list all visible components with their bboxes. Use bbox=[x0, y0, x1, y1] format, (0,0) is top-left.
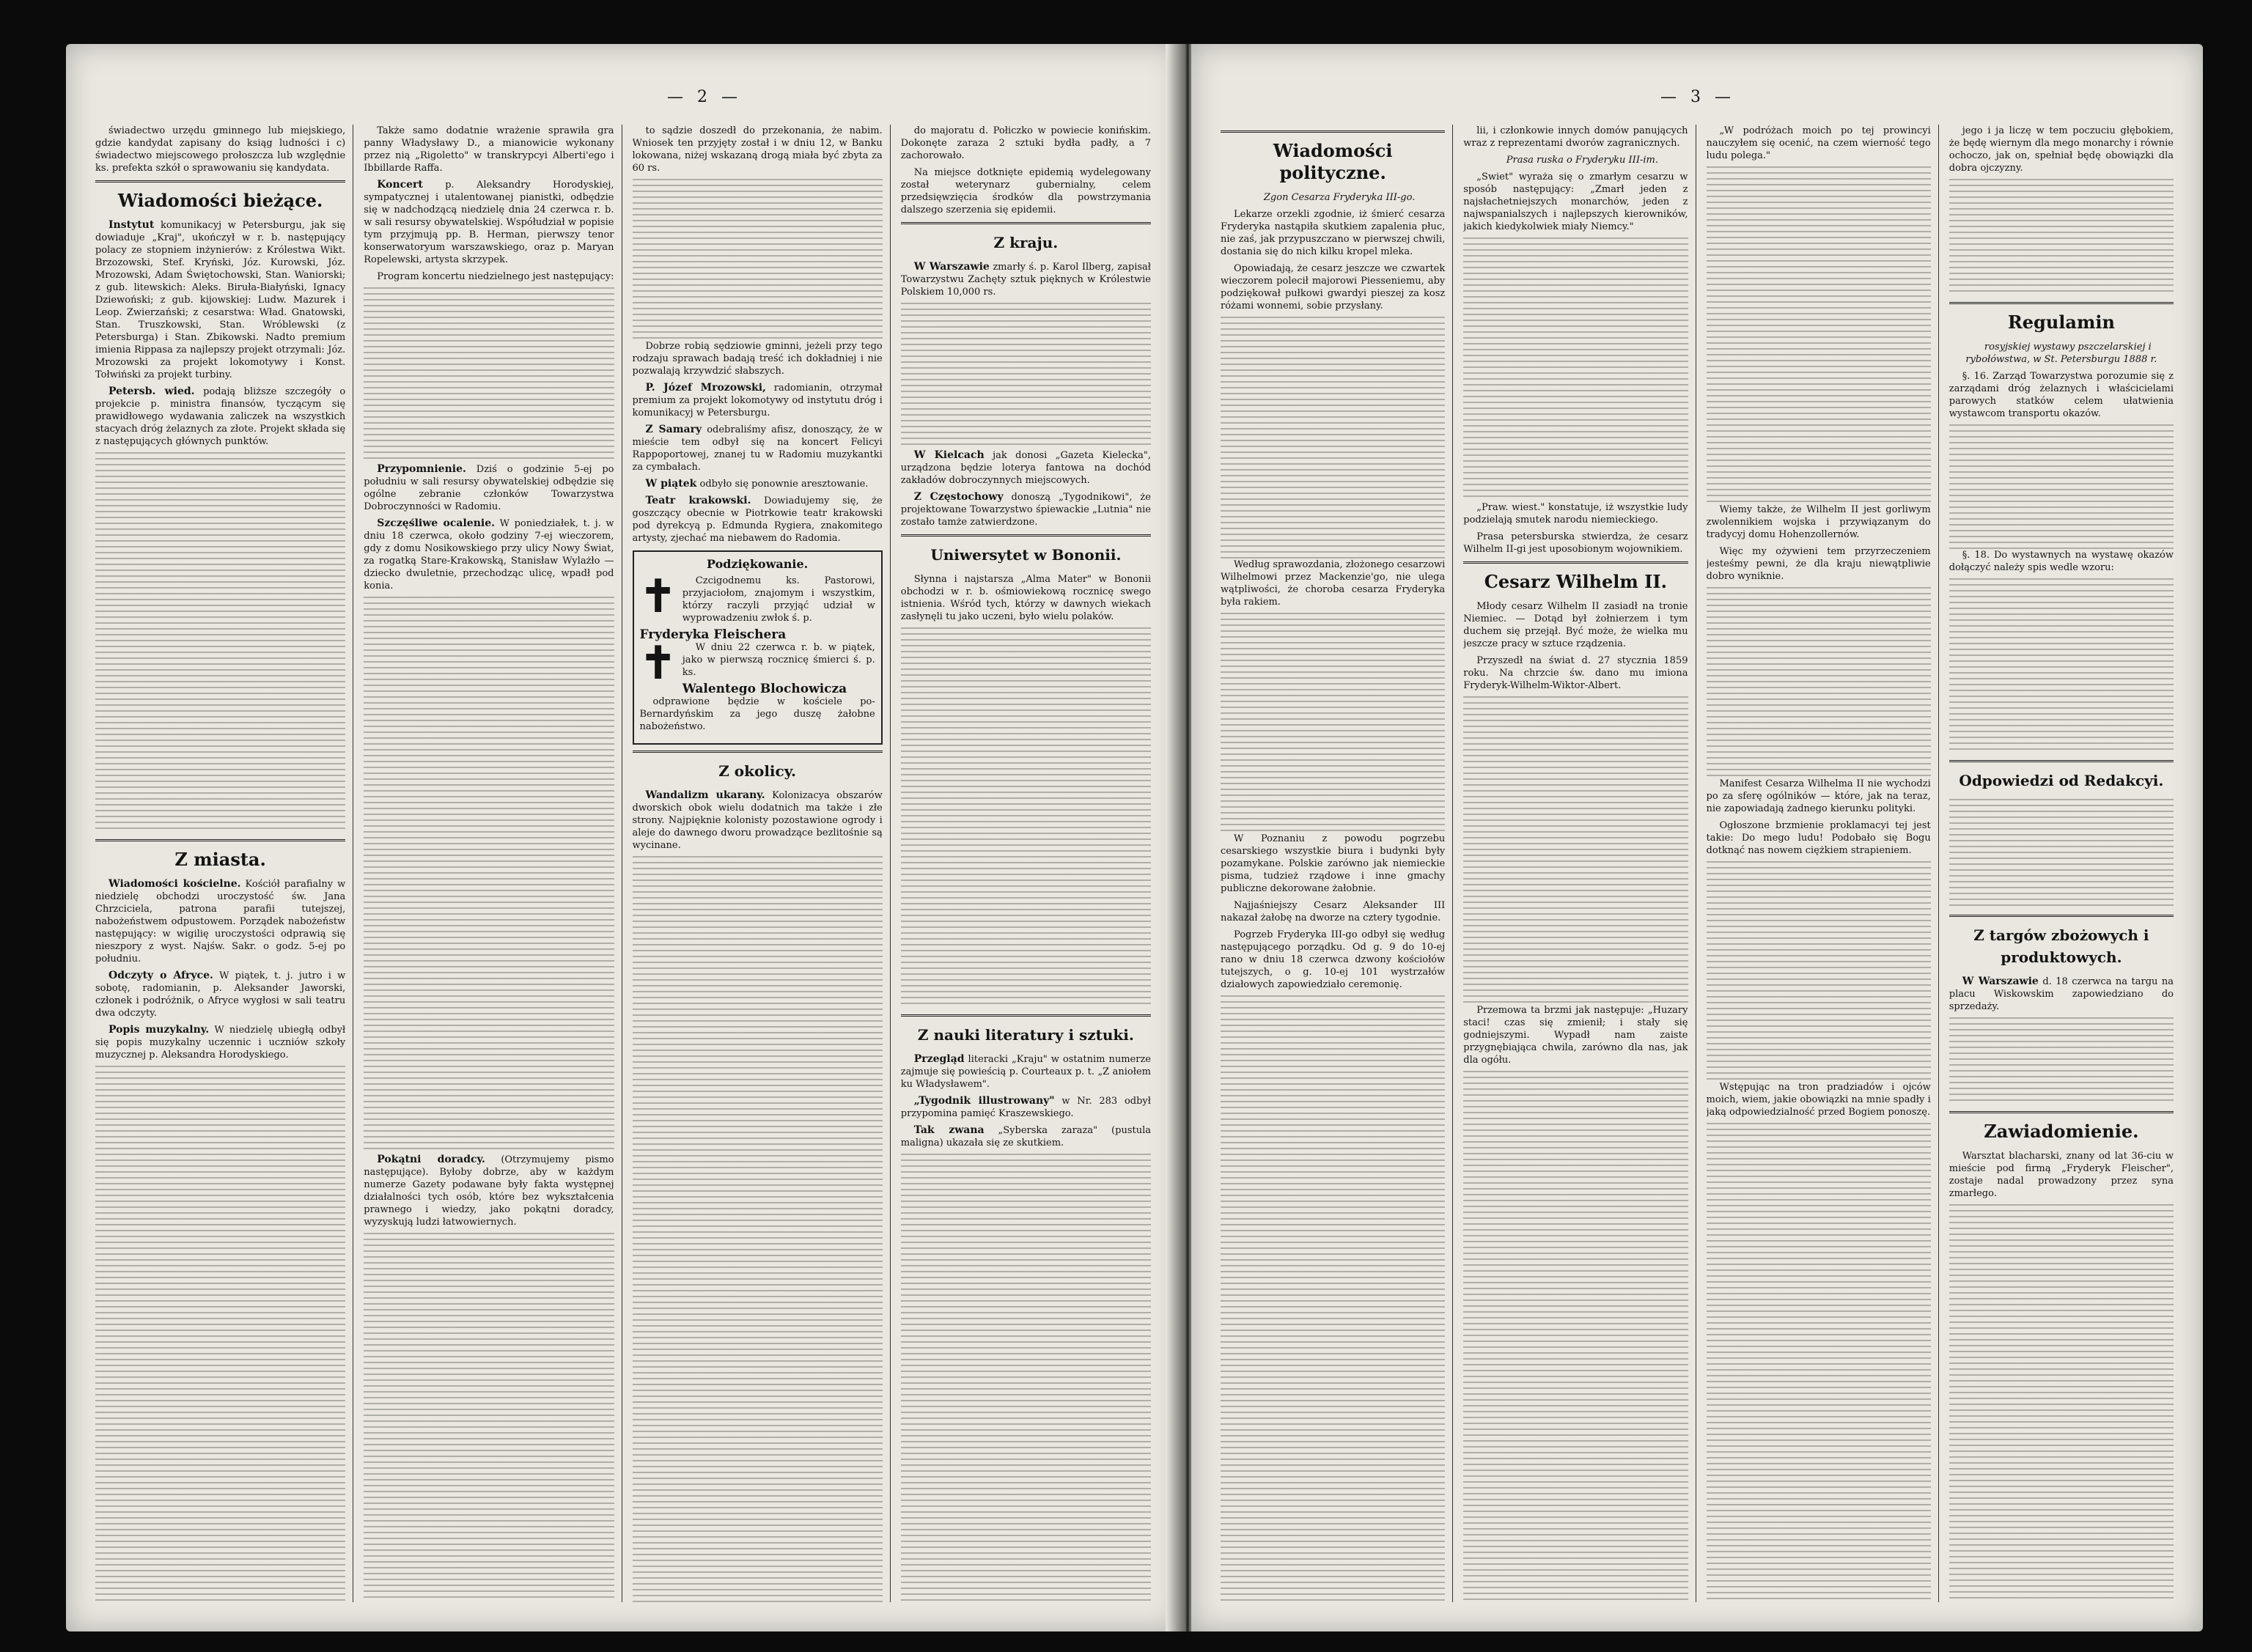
article-body: W poniedziałek, t. j. w dniu 18 czerwca, około godziny 7-ej wieczorem, gdy z domu Nosikowskiego przy ulicy Nowy Świat, za rogatką Stare-Krakowską, Stanisław Wylażło — dziecko dwuletnie, przechodząc ulicę, wpadł pod konia. bbox=[364, 518, 614, 591]
text-lines bbox=[1463, 237, 1688, 501]
article-text: Także samo dodatnie wrażenie sprawiła gra panny Władysławy D., a mianowicie wykonany przez nią „Rigoletto" w transkrypcyi Alberti'ego i Ibbillarde Raffa. bbox=[364, 125, 614, 174]
lead-word: Petersb. wied. bbox=[108, 386, 195, 397]
article-text bbox=[1949, 976, 2174, 1013]
section-heading: Z kraju. bbox=[901, 222, 1151, 254]
article-text bbox=[364, 1154, 614, 1228]
lead-word: Przypomnienie. bbox=[377, 463, 466, 475]
article-text bbox=[901, 1095, 1151, 1120]
lead-word: Teatr krakowski. bbox=[645, 495, 751, 506]
article-text: §. 18. Do wystawnych na wystawę okazów dołączyć należy spis wedle wzoru: bbox=[1949, 550, 2174, 573]
article-text bbox=[633, 495, 883, 545]
text-lines bbox=[901, 303, 1151, 449]
article-body: p. Aleksandry Horodyskiej, sympatycznej i utalentowanej pianistki, odbędzie się w nadchodzącą niedzielę dnia 24 czerwca r. b. w sali resursy obywatelskiej. Współudział w popisie tym przyjmują pp. B. Herman, pierwszy tenor konserwatoryum warszawskiego, oraz p. Maryan Ropelewski, artysta skrzypek. bbox=[364, 180, 614, 265]
section-heading: Zawiadomienie. bbox=[1949, 1111, 2174, 1143]
deceased-name: Fryderyka Fleischera bbox=[639, 627, 787, 642]
article-body: radomianin, otrzymał premium za projekt lokomotywy od instytutu dróg i komunikacyj w Petersburgu. bbox=[632, 383, 883, 418]
article-text: Przyszedł na świat d. 27 stycznia 1859 roku. Na chrzcie św. dano mu imiona Fryderyk-Wilhelm-Wiktor-Albert. bbox=[1463, 655, 1688, 691]
article-text: lii, i członkowie innych domów panujących wraz z reprezentami dworów zagranicznych. bbox=[1463, 125, 1688, 149]
lead-word: „Tygodnik illustrowany" bbox=[913, 1095, 1055, 1107]
article-text: do majoratu d. Połiczko w powiecie konińskim. Dokonęte zaraza 2 sztuki bydła padły, a 7 zachorowało. bbox=[900, 125, 1151, 161]
article-text bbox=[95, 219, 345, 381]
article-text: to sądzie doszedł do przekonania, że nabim. Wniosek ten przyjęty został i w dniu 12, w Banku lokowana, niżej wskazaną drogą miała być zbyta za 60 rs. bbox=[632, 125, 883, 174]
article-text bbox=[901, 1124, 1151, 1149]
text-lines bbox=[1221, 317, 1445, 558]
article-text bbox=[95, 1024, 345, 1061]
article-text bbox=[633, 424, 883, 473]
lead-word: Szczęśliwe ocalenie. bbox=[377, 517, 495, 529]
article-body: odbyło się ponownie aresztowanie. bbox=[699, 479, 869, 490]
article-body: zmarły ś. p. Karol Ilberg, zapisał Towarzystwu Zachęty sztuk pięknych w Królestwie Polskiem 10,000 rs. bbox=[900, 262, 1151, 298]
column-1 bbox=[95, 125, 353, 1602]
section-heading: Z targów zbożowych i produktowych. bbox=[1949, 915, 2174, 968]
article-text: Pogrzeb Fryderyka III-go odbył się według następującego porządku. Od g. 9 do 10-ej rano w dniu 18 czerwca dzwony kościołów tutejszych, o g. 10-ej 101 wystrzałów działowych zapowiedziało ceremonię. bbox=[1221, 929, 1446, 990]
article-body: Dowiadujemy się, że goszczący obecnie w Piotrkowie teatr krakowski pod dyrekcyą p. Edmunda Rygiera, znakomitego artysty, zjechać ma niebawem do Radomia. bbox=[632, 495, 883, 544]
lead-word: Z Samary bbox=[645, 424, 702, 435]
deceased-name: Walentego Blochowicza bbox=[682, 682, 847, 696]
columns bbox=[95, 125, 1158, 1602]
article-text: Przemowa ta brzmi jak następuje: „Huzary staci! czas się zmienił; i stały się godniejszymi. Wypadł nam zaiste przygnębiająca chwila, zarówno dla nas, jak dla ogółu. bbox=[1463, 1005, 1688, 1066]
text-lines bbox=[1949, 1204, 2174, 1602]
lead-word: Wandalizm ukarany. bbox=[645, 789, 765, 801]
article-text: Opowiadają, że cesarz jeszcze we czwartek wieczorem polecił majorowi Piesseniemu, aby podziękował pułkowi gwardyi pieszej za kosz różami wonnemi, sobie przysłany. bbox=[1221, 263, 1446, 311]
article-body: odebraliśmy afisz, donoszący, że w mieście tem odbył się na koncert Felicyi Rappoportowej, znanej tu w Radomiu muzykantki za cymbałach. bbox=[632, 424, 883, 473]
obituary-title: Podziękowanie. bbox=[707, 557, 809, 571]
lead-word: W Warszawie bbox=[913, 261, 990, 273]
cross-icon: ✝ bbox=[639, 638, 677, 689]
article-text bbox=[633, 382, 883, 419]
article-body: jak donosi „Gazeta Kielecka", urządzona będzie loterya fantowa na dochód zakładów dobroczynnych miejscowych. bbox=[900, 450, 1151, 486]
lead-word: Koncert bbox=[377, 179, 423, 191]
article-text bbox=[95, 970, 345, 1019]
right-page bbox=[1191, 44, 2203, 1631]
lead-word: W piątek bbox=[645, 478, 697, 490]
lead-word: Tak zwana bbox=[913, 1124, 985, 1136]
article-text: Słynna i najstarsza „Alma Mater" w Bononii obchodzi w r. b. ośmiowiekową rocznicę swego istnienia. Wśród tych, którzy w dawnych wiekach zasłynęli tu jako uczeni, było wielu polaków. bbox=[900, 574, 1151, 622]
article-subhead: rosyjskiej wystawy pszczelarskiej i rybołówstwa, w St. Petersburgu 1888 r. bbox=[1965, 342, 2157, 365]
article-text: „Swiet" wyraża się o zmarłym cesarzu w sposób następujący: „Zmarł jeden z najsłachetniejszych monarchów, jeden z najwspanialszych i najlepszych kierowników, jakich kiedykolwiek miały Niemcy." bbox=[1463, 172, 1688, 232]
article-text bbox=[633, 789, 883, 852]
text-lines bbox=[1949, 578, 2174, 754]
column-4 bbox=[1949, 125, 2181, 1602]
article-text bbox=[95, 878, 345, 965]
article-text: „W podróżach moich po tej prowincyi nauczyłem się ocenić, na czem wierność tego ludu polega." bbox=[1706, 125, 1931, 161]
article-text: Lekarze orzekli zgodnie, iż śmierć cesarza Fryderyka nastąpiła skutkiem zapalenia płuc, nie zaś, jak przypuszczano w pierwszej chwili, dostania się do nich kilku kropel mleka. bbox=[1221, 209, 1446, 257]
article-body: d. 18 czerwca na targu na placu Wiskowskim zapowiedziano do sprzedaży. bbox=[1949, 976, 2174, 1012]
article-text: Wstępując na tron pradziadów i ojców moich, wiem, jakie obowiązki na mnie spadły i jaką odpowiedzialność przed Bogiem ponoszę. bbox=[1706, 1082, 1931, 1118]
text-lines bbox=[1221, 613, 1445, 833]
cross-icon: ✝ bbox=[639, 571, 677, 622]
column-1 bbox=[1221, 125, 1453, 1602]
section-heading: Wiadomości polityczne. bbox=[1221, 130, 1445, 184]
article-text: Warsztat blacharski, znany od lat 36-ciu w mieście pod firmą „Fryderyk Fleischer", zostaje nadal prowadzony przez syna zmarłego. bbox=[1949, 1151, 2174, 1199]
article-body: Kościół parafialny w niedzielę obchodzi uroczystość św. Jana Chrzciciela, patrona parafii tutejszej, nabożeństwem odpustowem. Porządek nabożeństw następujący: w wigilię uroczystości odprawią się nieszpory z wyst. Najśw. Sakr. o godz. 5-ej po południu. bbox=[95, 879, 346, 965]
column-3 bbox=[1707, 125, 1939, 1602]
article-body: (Otrzymujemy pismo następujące). Byłoby dobrze, aby w każdym numerze Gazety podawane były fakta występnej działalności tych osób, które bez wykształcenia prawnego i wiedzy, jako pokątni doradcy, wyzyskują ludzi łatwowiernych. bbox=[364, 1154, 614, 1228]
lead-word: Z Częstochowy bbox=[913, 491, 1004, 503]
text-lines bbox=[364, 287, 614, 463]
article-text: Manifest Cesarza Wilhelma II nie wychodzi po za sferę ogólników — które, jak na teraz, nie zapowiadają żadnego kierunku polityki. bbox=[1706, 778, 1931, 814]
obituary-text: W dniu 22 czerwca r. b. w piątek, jako w pierwszą rocznicę śmierci ś. p. ks. bbox=[682, 642, 875, 678]
article-body: podają bliższe szczegóły o projekcie p. ministra finansów, tyczącym się prawidłowego wydawania zaliczek na wszystkich stacyach dróg żelaznych za złote. Projekt składa się z następujących głównych punktów. bbox=[95, 386, 346, 447]
article-text bbox=[901, 449, 1151, 487]
lead-word: Instytut bbox=[108, 219, 155, 231]
lead-word: Wiadomości kościelne. bbox=[108, 878, 241, 890]
article-text: W Poznaniu z powodu pogrzebu cesarskiego wszystkie biura i budynki były pozamykane. Polskie zarówno jak niemieckie pisma, tudzież rządowe i inne gmachy publiczne dekorowane żałobnie. bbox=[1221, 833, 1446, 894]
lead-word: Popis muzykalny. bbox=[108, 1024, 210, 1036]
text-lines bbox=[1949, 179, 2174, 296]
article-text: Program koncertu niedzielnego jest następujący: bbox=[377, 271, 614, 282]
lead-word: W Kielcach bbox=[913, 449, 985, 461]
page-number: — 3 — bbox=[1660, 88, 1735, 106]
text-lines bbox=[1949, 799, 2174, 909]
section-heading: Cesarz Wilhelm II. bbox=[1463, 561, 1688, 593]
article-text bbox=[633, 478, 883, 490]
section-heading: Wiadomości bieżące. bbox=[95, 180, 345, 212]
article-text: Dobrze robią sędziowie gminni, jeżeli przy tego rodzaju sprawach badają treść ich dokładniej i nie pozwalają krzywdzić słabszych. bbox=[632, 341, 883, 377]
text-lines bbox=[1707, 166, 1931, 504]
section-heading: Odpowiedzi od Redakcyi. bbox=[1949, 760, 2174, 792]
article-text: „Praw. wiest." konstatuje, iż wszystkie ludy podzielają smutek narodu niemieckiego. bbox=[1463, 502, 1688, 526]
lead-word: W Warszawie bbox=[1962, 976, 2039, 987]
article-text bbox=[364, 517, 614, 592]
lead-word: P. Józef Mrozowski, bbox=[645, 382, 766, 394]
text-lines bbox=[1221, 995, 1445, 1602]
article-body: W niedzielę ubiegłą odbył się popis muzykalny uczennic i uczniów szkoły muzycznej p. Aleksandra Horodyskiego. bbox=[95, 1025, 346, 1061]
obituary-text: Czcigodnemu ks. Pastorowi, przyjaciołom, znajomym i wszystkim, którzy raczyli przyjąć udział w wyprowadzeniu zwłok ś. p. bbox=[682, 575, 875, 624]
text-lines bbox=[901, 1154, 1151, 1602]
text-lines bbox=[1463, 696, 1688, 1004]
article-body: w Nr. 283 odbył przypomina pamięć Kraszewskiego. bbox=[900, 1096, 1151, 1119]
text-lines bbox=[95, 1066, 345, 1602]
lead-word: Przegląd bbox=[913, 1053, 965, 1065]
column-2 bbox=[364, 125, 622, 1602]
section-heading: Regulamin bbox=[1949, 302, 2174, 333]
article-text: §. 16. Zarząd Towarzystwa porozumie się z zarządami dróg żelaznych i właścicielami parowych statków celem ułatwienia wystawcom transportu okazów. bbox=[1949, 371, 2174, 419]
article-text: Najjaśniejszy Cesarz Aleksander III nakazał żałobę na dworze na cztery tygodnie. bbox=[1221, 900, 1446, 923]
column-4 bbox=[901, 125, 1158, 1602]
article-text: Prasa petersburska stwierdza, że cesarz Wilhelm II-gi jest uposobionym wojownikiem. bbox=[1463, 531, 1688, 555]
column-2 bbox=[1463, 125, 1696, 1602]
text-lines bbox=[901, 627, 1151, 1008]
text-lines bbox=[95, 452, 345, 833]
text-lines bbox=[1707, 587, 1931, 778]
article-text: Młody cesarz Wilhelm II zasiadł na tronie Niemiec. — Dotąd był żołnierzem i tym duchem się przejął. Być może, że wielka mu jeszcze pracy w sztuce rządzenia. bbox=[1463, 601, 1688, 649]
article-body: Dziś o godzinie 5-ej po południu w sali resursy obywatelskiej odbędzie się ogólne zebranie członków Towarzystwa Dobroczynności w Radomiu. bbox=[364, 464, 614, 512]
article-text bbox=[901, 261, 1151, 298]
left-page bbox=[66, 44, 1180, 1631]
article-body: Kolonizacya obszarów dworskich obok wielu dodatnich ma także i złe strony. Najpięknie kolonisty pozostawione ogrody i aleje do dawnego dworu prowadzące bezlitośnie są wycinane. bbox=[632, 790, 883, 851]
article-text: jego i ja liczę w tem poczuciu głębokiem, że będę wiernym dla mego monarchy i równie ochoczo, jak on, spełniał będę obowiązki dla dobra ojczyzny. bbox=[1949, 125, 2174, 174]
text-lines bbox=[1949, 1017, 2174, 1105]
article-text: świadectwo urzędu gminnego lub miejskiego, gdzie kandydat zapisany do ksiąg ludności i c) świadectwo miejscowego prołoszcza lub względnie ks. prefekta szkół o sprawowaniu się kandydata. bbox=[95, 125, 346, 174]
article-text: Wiemy także, że Wilhelm II jest gorliwym zwolennikiem wojska i przywiązanym do tradycyj domu Hohenzollernów. bbox=[1706, 504, 1931, 540]
text-lines bbox=[1463, 1071, 1688, 1602]
article-subhead: Prasa ruska o Fryderyku III-im. bbox=[1506, 155, 1658, 166]
article-body: donoszą „Tygodnikowi", że projektowane Towarzystwo śpiewackie „Lutnia" nie zostało tamże zatwierdzone. bbox=[900, 492, 1151, 528]
article-text bbox=[901, 1053, 1151, 1091]
article-text bbox=[364, 463, 614, 513]
section-heading: Uniwersytet w Bononii. bbox=[901, 534, 1151, 566]
text-lines bbox=[633, 856, 883, 1602]
article-text bbox=[95, 386, 345, 448]
columns bbox=[1221, 125, 2181, 1602]
article-body: komunikacyj w Petersburgu, jak się dowiaduje „Kraj", ukończył w r. b. następujący polacy ze stopniem inżynierów: z Królestwa Wikt. Brzozowski, Stef. Kryński, Józ. Kurowski, Józ. Mrozowski, Adam Świętochowski, Stan. Waniorski; z gub. litewskich: Aleks. Biruła-Białyński, Ignacy Dziewoński; z gub. kijowskiej: Ludw. Mazurek i Leop. Zwierzański; z cesarstwa: Wład. Gnatowski, Stan. Truszkowski, Stan. Wróblewski (z Petersburga) i Stan. Zbikowski. Nadto premium imienia Rippasa za najlepszy projekt otrzymali: Józ. Mrozowski za projekt lokomotywy i Konst. Tołwiński za projekt turbiny. bbox=[95, 220, 346, 380]
section-heading: Z okolicy. bbox=[633, 751, 883, 782]
article-text: Według sprawozdania, złożonego cesarzowi Wilhelmowi przez Mackenzie'go, nie ulega wątpliwości, że choroba cesarza Fryderyka była rakiem. bbox=[1221, 559, 1446, 608]
lead-word: Odczyty o Afryce. bbox=[108, 970, 213, 981]
article-text: Więc my ożywieni tem przyrzeczeniem jesteśmy pewni, że dla kraju niewątpliwie dobro wyniknie. bbox=[1706, 546, 1931, 582]
page-number: — 2 — bbox=[667, 88, 742, 106]
newspaper-spread bbox=[44, 15, 2236, 1646]
text-lines bbox=[1707, 1123, 1931, 1602]
section-heading: Z nauki literatury i sztuki. bbox=[901, 1014, 1151, 1046]
column-3 bbox=[633, 125, 891, 1602]
text-lines bbox=[633, 179, 883, 340]
obituary-text: odprawione będzie w kościele po-Bernardyńskim za jego duszę żałobne nabożeństwo. bbox=[639, 696, 875, 732]
section-heading: Z miasta. bbox=[95, 839, 345, 871]
article-subhead: Zgon Cesarza Fryderyka III-go. bbox=[1263, 192, 1416, 203]
article-text: Ogłoszone brzmienie proklamacyi tej jest takie: Do mego ludu! Podobało się Bogu dotknąć nas nowem ciężkiem strapieniem. bbox=[1706, 820, 1931, 856]
article-body: W piątek, t. j. jutro i w sobotę, radomianin, p. Aleksander Jaworski, członek i podróżnik, o Afryce wygłosi w sali teatru dwa odczyty. bbox=[95, 970, 346, 1019]
text-lines bbox=[1949, 424, 2174, 549]
article-body: „Syberska zaraza" (pustula maligna) ukazała się ze skutkiem. bbox=[900, 1125, 1151, 1148]
text-lines bbox=[364, 597, 614, 1154]
lead-word: Pokątni doradcy. bbox=[377, 1154, 485, 1165]
article-body: literacki „Kraju" w ostatnim numerze zajmuje się powieścią p. Courteaux p. t. „Z aniołem ku Władysławem". bbox=[900, 1054, 1151, 1090]
text-lines bbox=[1707, 861, 1931, 1081]
article-text bbox=[901, 491, 1151, 528]
obituary-box bbox=[633, 550, 883, 745]
article-text bbox=[364, 179, 614, 266]
text-lines bbox=[364, 1233, 614, 1602]
article-text: Na miejsce dotknięte epidemią wydelegowany został weterynarz gubernialny, celem przedsięwzięcia środków dla powstrzymania dalszego szerzenia się epidemii. bbox=[900, 167, 1151, 215]
